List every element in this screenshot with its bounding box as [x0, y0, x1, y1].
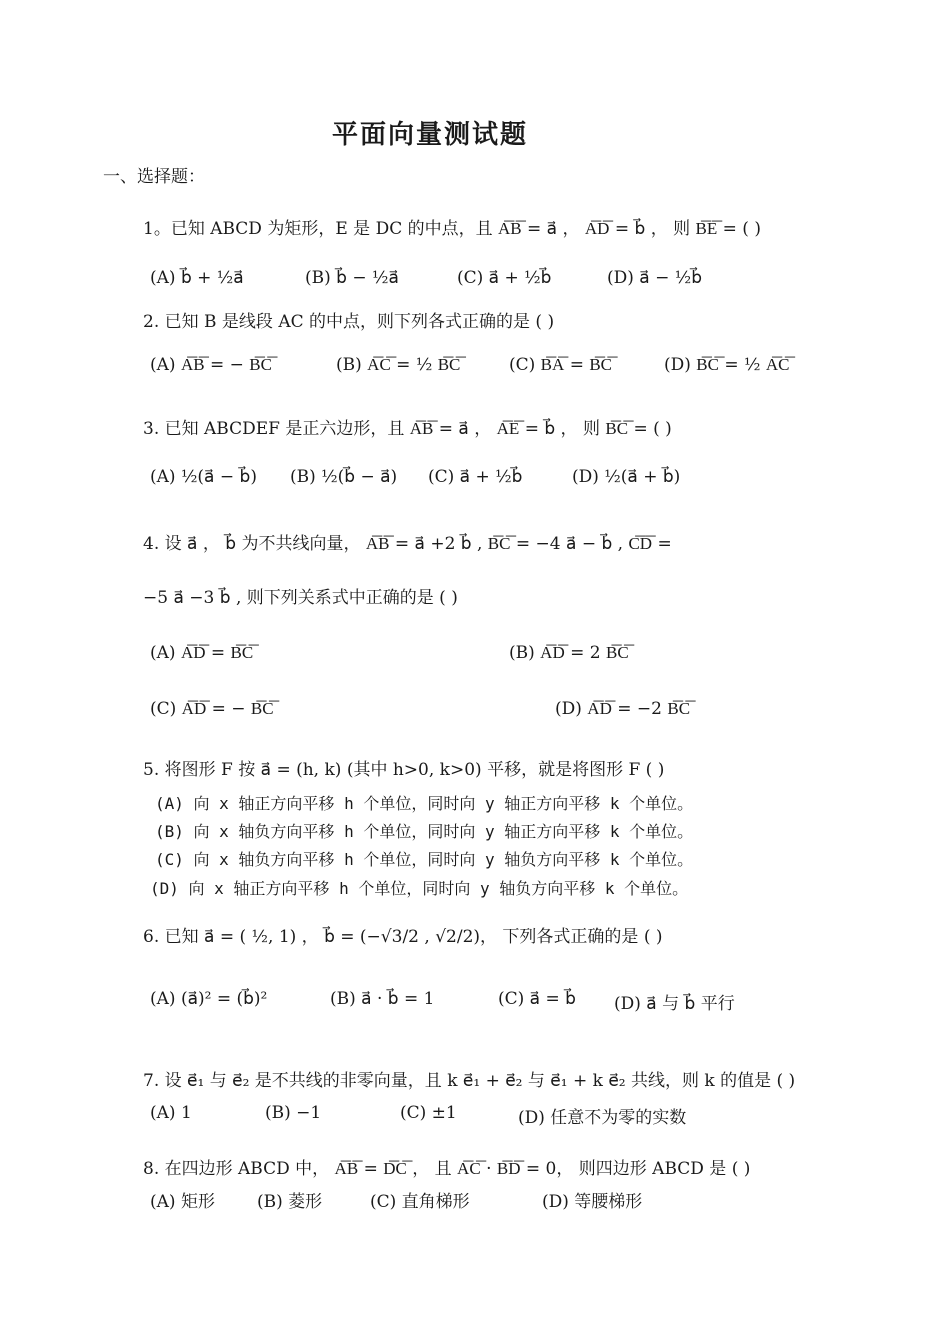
question-1-stem: 1。已知 ABCD 为矩形，E 是 DC 的中点，且 A͞B͞ = a⃗ ， A͞D͞ = b⃗ ， 则 B͞E͞ = ( ): [143, 219, 761, 239]
question-8-option-d: (D) 等腰梯形: [542, 1192, 643, 1212]
question-7-stem: 7. 设 e⃗₁ 与 e⃗₂ 是不共线的非零向量，且 k e⃗₁ + e⃗₂ 与 e⃗₁ + k e⃗₂ 共线，则 k 的值是 ( ): [143, 1071, 796, 1091]
question-8-stem: 8. 在四边形 ABCD 中， A͞B͞ = D͞C͞ ， 且 A͞C͞ · B͞D͞ = 0， 则四边形 ABCD 是 ( ): [143, 1159, 751, 1179]
question-3-option-c: (C) a⃗ + ½b⃗: [428, 467, 523, 487]
question-3-option-b: (B) ½(b⃗ − a⃗): [290, 467, 398, 487]
question-5-option-d: (D) 向 x 轴正方向平移 h 个单位，同时向 y 轴负方向平移 k 个单位。: [150, 879, 689, 898]
question-3-stem: 3. 已知 ABCDEF 是正六边形，且 A͞B͞ = a⃗ ， A͞E͞ = b⃗ ， 则 B͞C͞ = ( ): [143, 419, 672, 439]
question-3-option-d: (D) ½(a⃗ + b⃗): [572, 467, 681, 487]
question-7-option-b: (B) −1: [265, 1103, 322, 1123]
question-1-option-d: (D) a⃗ − ½b⃗: [607, 268, 703, 288]
question-8-option-b: (B) 菱形: [257, 1192, 323, 1212]
question-8-option-c: (C) 直角梯形: [370, 1192, 470, 1212]
question-2-option-c: (C) B͞A͞ = B͞C͞: [509, 355, 613, 375]
question-7-option-a: (A) 1: [150, 1103, 192, 1123]
question-7-option-d: (D) 任意不为零的实数: [518, 1108, 687, 1128]
question-6-option-c: (C) a⃗ = b⃗: [498, 989, 576, 1009]
question-4-option-c: (C) A͞D͞ = − B͞C͞: [150, 699, 274, 719]
question-5-option-b: (B) 向 x 轴负方向平移 h 个单位，同时向 y 轴正方向平移 k 个单位。: [155, 822, 694, 841]
question-8-option-a: (A) 矩形: [150, 1192, 215, 1212]
question-7-option-c: (C) ±1: [400, 1103, 457, 1123]
question-6-option-b: (B) a⃗ · b⃗ = 1: [330, 989, 435, 1009]
question-5-option-a: (A) 向 x 轴正方向平移 h 个单位，同时向 y 轴正方向平移 k 个单位。: [155, 794, 694, 813]
question-5-option-c: (C) 向 x 轴负方向平移 h 个单位，同时向 y 轴负方向平移 k 个单位。: [155, 850, 694, 869]
section-heading: 一、选择题：: [103, 167, 205, 187]
question-2-option-d: (D) B͞C͞ = ½ A͞C͞: [664, 355, 790, 375]
question-6-stem: 6. 已知 a⃗ = ( ½, 1) ， b⃗ = (−√3/2 , √2/2)， 下列各式正确的是 ( ): [143, 927, 663, 947]
question-4-option-b: (B) A͞D͞ = 2 B͞C͞: [509, 643, 629, 663]
question-4-stem-continued: −5 a⃗ −3 b⃗ , 则下列关系式中正确的是 ( ): [143, 588, 458, 608]
question-1-option-c: (C) a⃗ + ½b⃗: [457, 268, 552, 288]
question-4-option-d: (D) A͞D͞ = −2 B͞C͞: [555, 699, 691, 719]
page-title: 平面向量测试题: [331, 120, 528, 150]
question-5-stem: 5. 将图形 F 按 a⃗ = (h, k) (其中 h>0, k>0) 平移，就是将图形 F ( ): [143, 760, 665, 780]
question-2-stem: 2. 已知 B 是线段 AC 的中点，则下列各式正确的是 ( ): [143, 312, 555, 332]
question-6-option-d: (D) a⃗ 与 b⃗ 平行: [614, 994, 735, 1014]
question-4-stem: 4. 设 a⃗ ， b⃗ 为不共线向量， A͞B͞ = a⃗ +2 b⃗ , B͞C͞ = −4 a⃗ − b⃗ , C͞D͞ =: [143, 534, 672, 554]
question-4-option-a: (A) A͞D͞ = B͞C͞: [150, 643, 254, 663]
question-6-option-a: (A) (a⃗)² = (b⃗)²: [150, 989, 268, 1009]
question-3-option-a: (A) ½(a⃗ − b⃗): [150, 467, 257, 487]
question-2-option-a: (A) A͞B͞ = − B͞C͞: [150, 355, 272, 375]
question-1-option-a: (A) b⃗ + ½a⃗: [150, 268, 244, 288]
question-2-option-b: (B) A͞C͞ = ½ B͞C͞: [336, 355, 461, 375]
question-1-option-b: (B) b⃗ − ½a⃗: [305, 268, 399, 288]
